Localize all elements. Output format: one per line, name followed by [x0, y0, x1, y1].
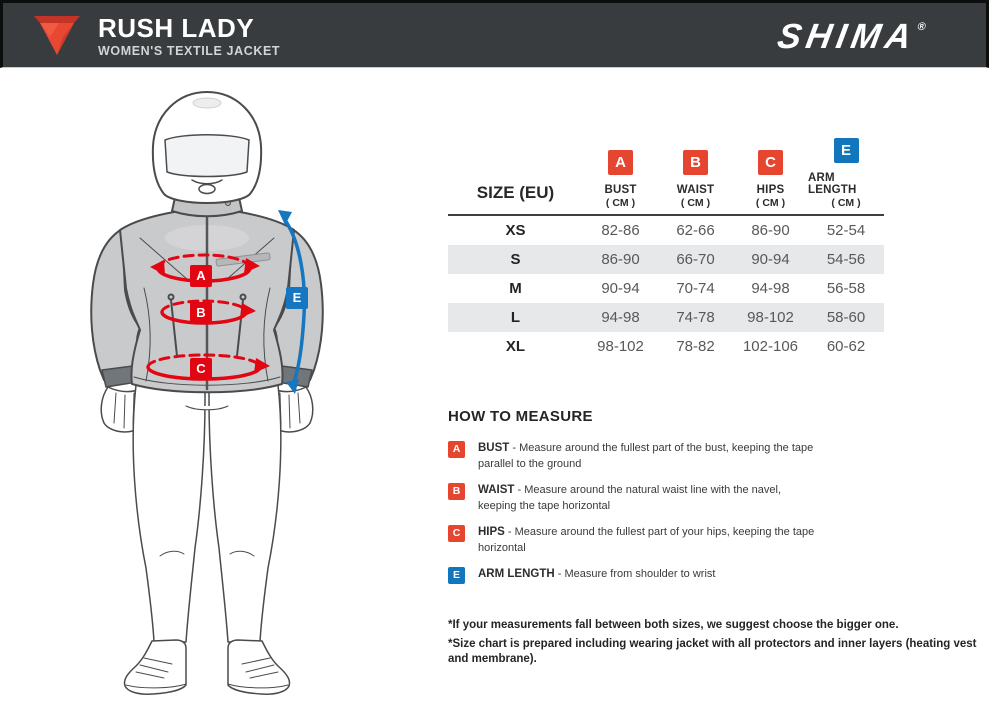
badge-c-icon: C [758, 150, 783, 175]
header [0, 0, 989, 68]
hips-cell: 98-102 [747, 309, 794, 326]
bust-cell: 82-86 [601, 222, 640, 239]
measure-text [478, 483, 818, 514]
measure-term: BUST [478, 442, 510, 454]
column-header-bust [583, 150, 658, 216]
column-name: ARM LENGTH [808, 172, 857, 196]
arm-length-cell: 54-56 [826, 251, 866, 268]
table-row-xl [448, 332, 884, 361]
measure-text [478, 441, 818, 472]
measure-text [478, 567, 818, 583]
hips-cell: 86-90 [751, 222, 790, 239]
column-header-waist [658, 150, 733, 216]
hips-cell: 90-94 [751, 251, 790, 268]
waist-cell: 66-70 [676, 251, 715, 268]
column-unit: ( CM ) [680, 197, 711, 209]
measure-desc: - Measure around the fullest part of the bust, keeping the tape parallel to the ground [478, 442, 814, 470]
size-cell: L [510, 309, 521, 326]
measurement-figure [40, 88, 370, 703]
figure-marker-arm-length: E [286, 287, 308, 309]
waist-cell: 62-66 [676, 222, 715, 239]
arm-length-cell: 56-58 [826, 280, 866, 297]
column-name: HIPS [756, 184, 785, 196]
size-eu-header: SIZE (EU) [476, 183, 555, 202]
table-row-xs [448, 216, 884, 245]
size-cell: S [510, 251, 521, 268]
arm-length-cell: 52-54 [826, 222, 866, 239]
measure-desc: - Measure from shoulder to wrist [557, 568, 716, 580]
column-unit: ( CM ) [831, 197, 861, 209]
column-unit: ( CM ) [605, 197, 636, 209]
bust-cell: 86-90 [601, 251, 640, 268]
how-to-measure-heading: HOW TO MEASURE [448, 408, 593, 425]
size-cell: M [509, 280, 522, 297]
badge-b-icon: B [448, 483, 465, 500]
column-name: WAIST [676, 184, 715, 196]
shima-triangle-logo-icon [33, 15, 81, 57]
measure-term: HIPS [478, 526, 505, 538]
size-cell: XL [505, 338, 526, 355]
measure-term: ARM LENGTH [478, 568, 555, 580]
footnotes [448, 618, 988, 671]
waist-cell: 74-78 [676, 309, 715, 326]
size-cell: XS [505, 222, 526, 239]
table-row-s [448, 245, 884, 274]
hips-cell: 102-106 [742, 338, 799, 355]
figure-marker-hips: C [190, 358, 212, 380]
footnote-chart-basis: *Size chart is prepared including wearing jacket with all protectors and inner layers (heating vest and membrane). [448, 638, 977, 665]
table-row-m [448, 274, 884, 303]
registered-trademark-icon: ® [916, 21, 927, 33]
helmet [153, 92, 261, 216]
measure-text [478, 525, 818, 556]
sneakers [124, 640, 289, 694]
product-title: RUSH LADY [98, 13, 255, 43]
measure-desc: - Measure around the fullest part of your hips, keeping the tape horizontal [478, 526, 815, 554]
figure-illustration [40, 88, 370, 703]
figure-marker-waist: B [190, 302, 212, 324]
arm-length-cell: 58-60 [826, 309, 866, 326]
column-unit: ( CM ) [755, 197, 786, 209]
badge-e-icon: E [834, 138, 859, 163]
badge-e-icon: E [448, 567, 465, 584]
waist-cell: 78-82 [676, 338, 715, 355]
measure-item-bust [448, 441, 878, 472]
brand-logo [775, 17, 928, 57]
badge-b-icon: B [683, 150, 708, 175]
brand-name: SHIMA [774, 17, 920, 56]
size-table-header [448, 138, 884, 216]
footnote-sizing: *If your measurements fall between both sizes, we suggest choose the bigger one. [448, 619, 899, 631]
bust-cell: 94-98 [601, 309, 640, 326]
column-header-arm-length [808, 138, 884, 216]
size-table-body [448, 216, 884, 361]
title-block [98, 14, 280, 58]
column-header-hips [733, 150, 808, 216]
measure-desc: - Measure around the natural waist line with the navel, keeping the tape horizontal [478, 484, 782, 512]
column-name: BUST [604, 184, 637, 196]
arm-length-cell: 60-62 [826, 338, 866, 355]
bust-cell: 90-94 [601, 280, 640, 297]
bust-cell: 98-102 [597, 338, 644, 355]
measure-item-arm-length [448, 567, 878, 584]
measure-item-waist [448, 483, 878, 514]
badge-a-icon: A [448, 441, 465, 458]
size-table [448, 138, 884, 361]
hips-cell: 94-98 [751, 280, 790, 297]
waist-cell: 70-74 [676, 280, 715, 297]
measure-term: WAIST [478, 484, 515, 496]
badge-a-icon: A [608, 150, 633, 175]
table-row-l [448, 303, 884, 332]
figure-marker-bust: A [190, 265, 212, 287]
badge-c-icon: C [448, 525, 465, 542]
jeans-legs [133, 385, 281, 642]
product-subtitle: WOMEN'S TEXTILE JACKET [98, 44, 281, 58]
how-to-measure [448, 408, 878, 595]
measure-item-hips [448, 525, 878, 556]
